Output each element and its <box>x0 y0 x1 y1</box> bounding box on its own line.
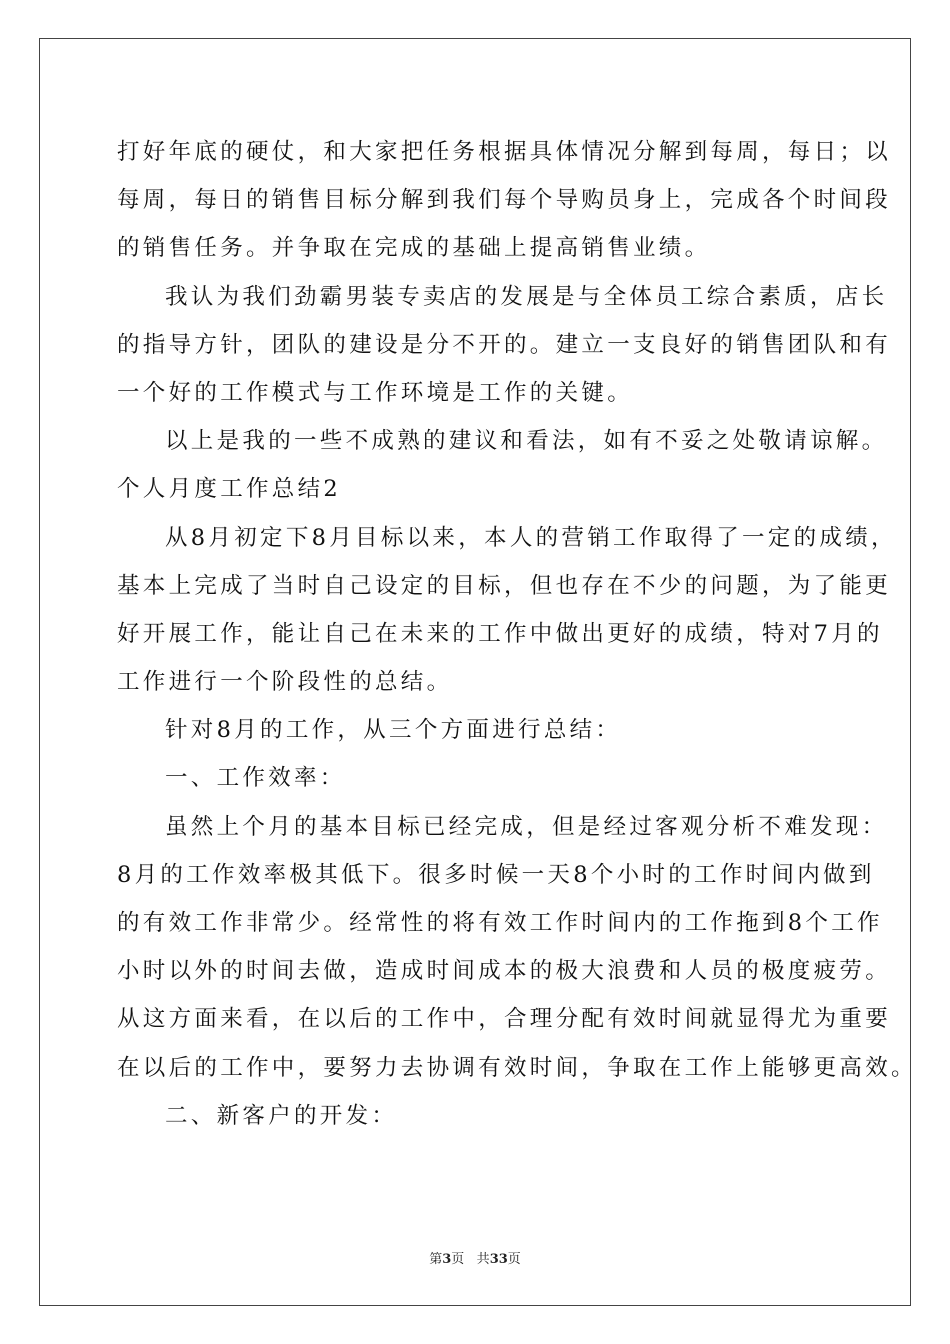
text-line: 工作进行一个阶段性的总结。 <box>117 669 453 696</box>
page-prefix: 第 <box>429 1252 443 1267</box>
page-suffix: 页 <box>451 1252 465 1267</box>
text-line: 的指导方针，团队的建设是分不开的。建立一支良好的销售团队和有 <box>117 331 892 358</box>
text-line: 虽然上个月的基本目标已经完成，但是经过客观分析不难发现： <box>165 813 888 840</box>
text-line: 我认为我们劲霸男装专卖店的发展是与全体员工综合素质，店长 <box>165 283 888 310</box>
text-line: 从这方面来看，在以后的工作中，合理分配有效时间就显得尤为重要 <box>117 1006 892 1033</box>
text-line: 针对8月的工作，从三个方面进行总结： <box>165 717 622 744</box>
document-body <box>117 128 917 1140</box>
text-line: 基本上完成了当时自己设定的目标，但也存在不少的问题，为了能更 <box>117 572 892 599</box>
subheading: 二、新客户的开发： <box>165 1102 398 1129</box>
text-line: 小时以外的时间去做，造成时间成本的极大浪费和人员的极度疲劳。 <box>117 958 892 985</box>
text-line: 的销售任务。并争取在完成的基础上提高销售业绩。 <box>117 235 711 262</box>
text-line: 的有效工作非常少。经常性的将有效工作时间内的工作拖到8个工作 <box>117 910 883 936</box>
section-heading: 个人月度工作总结2 <box>117 476 342 503</box>
text-line: 打好年底的硬仗，和大家把任务根据具体情况分解到每周，每日；以 <box>117 139 892 165</box>
page-number: 3 <box>442 1252 452 1267</box>
text-line: 从8月初定下8月目标以来，本人的营销工作取得了一定的成绩， <box>165 524 897 551</box>
total-pages: 33 <box>489 1252 508 1267</box>
text-line: 以上是我的一些不成熟的建议和看法，如有不妥之处敬请谅解。 <box>165 428 888 455</box>
text-line: 在以后的工作中，要努力去协调有效时间，争取在工作上能够更高效。 <box>117 1054 917 1081</box>
total-prefix: 共 <box>476 1252 490 1267</box>
text-line: 8月的工作效率极其低下。很多时候一天8个小时的工作时间内做到 <box>117 861 875 888</box>
total-suffix: 页 <box>507 1252 521 1267</box>
subheading: 一、工作效率： <box>165 765 346 792</box>
page-footer <box>0 1248 950 1267</box>
text-line: 每周，每日的销售目标分解到我们每个导购员身上，完成各个时间段 <box>117 187 892 214</box>
text-line: 好开展工作，能让自己在未来的工作中做出更好的成绩，特对7月的 <box>117 620 883 647</box>
text-line: 一个好的工作模式与工作环境是工作的关键。 <box>117 379 634 406</box>
